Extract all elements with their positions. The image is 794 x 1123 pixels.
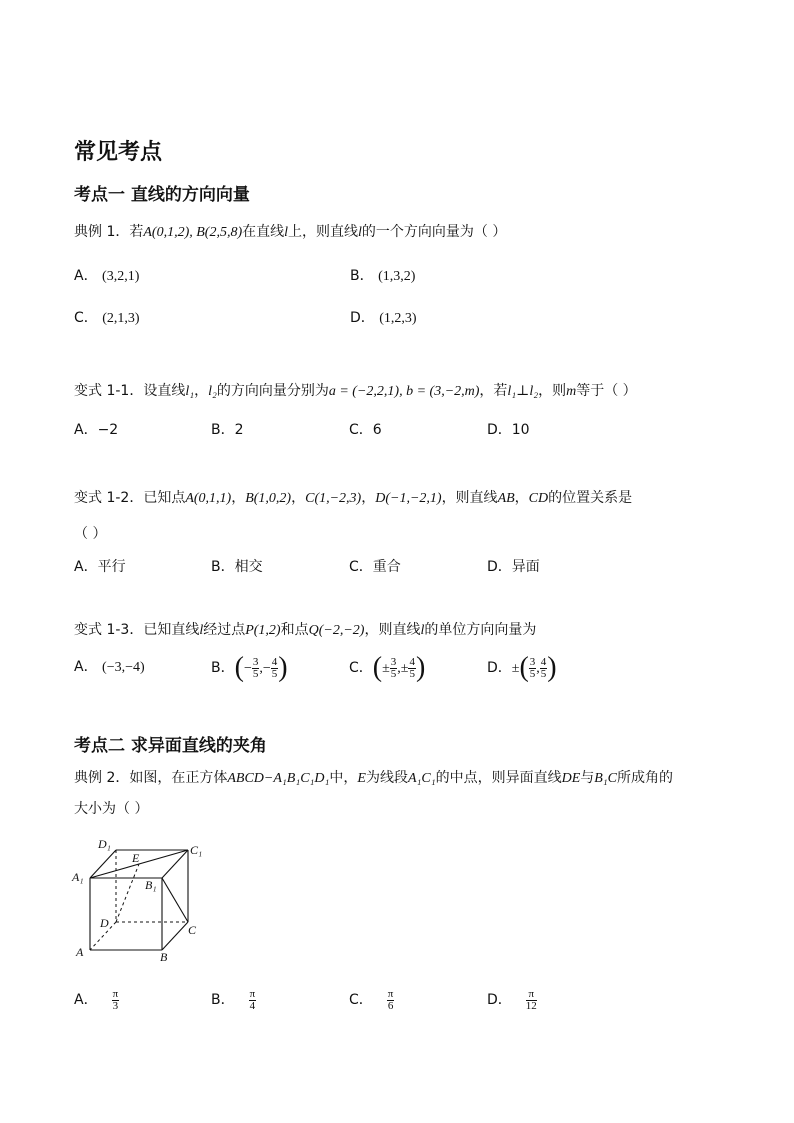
segment-B1-C xyxy=(162,878,188,922)
example-2-option-b[interactable]: B． $\frac{\pi}{4}$ xyxy=(211,987,256,1012)
example-2-option-a[interactable]: A． $\frac{\pi}{3}$ xyxy=(74,987,119,1012)
label-B1: B₁ xyxy=(145,878,157,892)
example-1-option-d[interactable]: D． (1,2,3) xyxy=(350,310,417,326)
label-C1: C₁ xyxy=(190,843,203,857)
label-C: C xyxy=(188,923,197,937)
variant-1-3-option-a[interactable]: A． (−3,−4) xyxy=(74,659,145,675)
variant-1-2-paren: （ ） xyxy=(74,526,107,542)
variant-1-1-option-c[interactable]: C．6 xyxy=(349,422,382,438)
example-1-option-b[interactable]: B． (1,3,2) xyxy=(350,268,416,284)
variant-1-3-option-d[interactable]: D．±( $\frac{3}{5}$ , $\frac{4}{5}$ ) xyxy=(487,652,557,683)
label-A1: A₁ xyxy=(72,870,84,884)
variant-1-2-option-a[interactable]: A．平行 xyxy=(74,559,126,575)
variant-1-2-stem: 变式 1-2．已知点A(0,1,1)，B(1,0,2)，C(1,−2,3)，D(−1,−2,1)，则直线AB，CD的位置关系是 xyxy=(74,490,633,506)
variant-1-1-option-d[interactable]: D．10 xyxy=(487,422,530,438)
example-2-stem-line-2: 大小为（ ） xyxy=(74,801,149,817)
section-2-title: 考点二 求异面直线的夹角 xyxy=(74,736,267,756)
label-D: D xyxy=(100,916,109,930)
variant-1-1-option-b[interactable]: B．2 xyxy=(211,422,244,438)
example-1-option-a[interactable]: A． (3,2,1) xyxy=(74,268,140,284)
example-2-stem: 典例 2．如图，在正方体ABCD−A₁B₁C₁D₁中，E为线段A₁C₁的中点，则异面直线DE与B₁C所成角的 xyxy=(74,770,674,786)
variant-1-3-option-c[interactable]: C．(± $\frac{3}{5}$ ,± $\frac{4}{5}$ ) xyxy=(349,652,426,683)
label-D1: D₁ xyxy=(98,837,111,851)
variant-1-2-option-c[interactable]: C．重合 xyxy=(349,559,401,575)
label-E: E xyxy=(132,851,140,865)
variant-1-1-stem: 变式 1-1．设直线l₁，l₂的方向向量分别为a = (−2,2,1), b = (3,−2,m)，若l₁⊥l₂，则m等于（ ） xyxy=(74,383,637,399)
cube-figure xyxy=(70,836,210,966)
variant-1-2-option-d[interactable]: D．异面 xyxy=(487,559,540,575)
section-1-title: 考点一 直线的方向向量 xyxy=(74,185,250,205)
example-2-option-d[interactable]: D． $\frac{\pi}{12}$ xyxy=(487,987,537,1012)
example-1-option-c[interactable]: C． (2,1,3) xyxy=(74,310,140,326)
edge-B-C xyxy=(162,922,188,950)
hidden-segment-D-E xyxy=(116,864,139,922)
variant-1-3-option-b[interactable]: B．(− $\frac{3}{5}$ ,− $\frac{4}{5}$ ) xyxy=(211,652,288,683)
variant-1-3-stem: 变式 1-3．已知直线l经过点P(1,2)和点Q(−2,−2)，则直线l的单位方向向量为 xyxy=(74,622,537,638)
page-title: 常见考点 xyxy=(74,140,163,165)
label-B: B xyxy=(160,950,168,964)
example-1-stem: 典例 1．若A(0,1,2), B(2,5,8)在直线l上，则直线l的一个方向向量为（ ） xyxy=(74,224,507,240)
variant-1-1-option-a[interactable]: A．−2 xyxy=(74,422,119,438)
example-2-option-c[interactable]: C． $\frac{\pi}{6}$ xyxy=(349,987,394,1012)
variant-1-2-option-b[interactable]: B．相交 xyxy=(211,559,263,575)
label-A: A xyxy=(76,945,84,959)
